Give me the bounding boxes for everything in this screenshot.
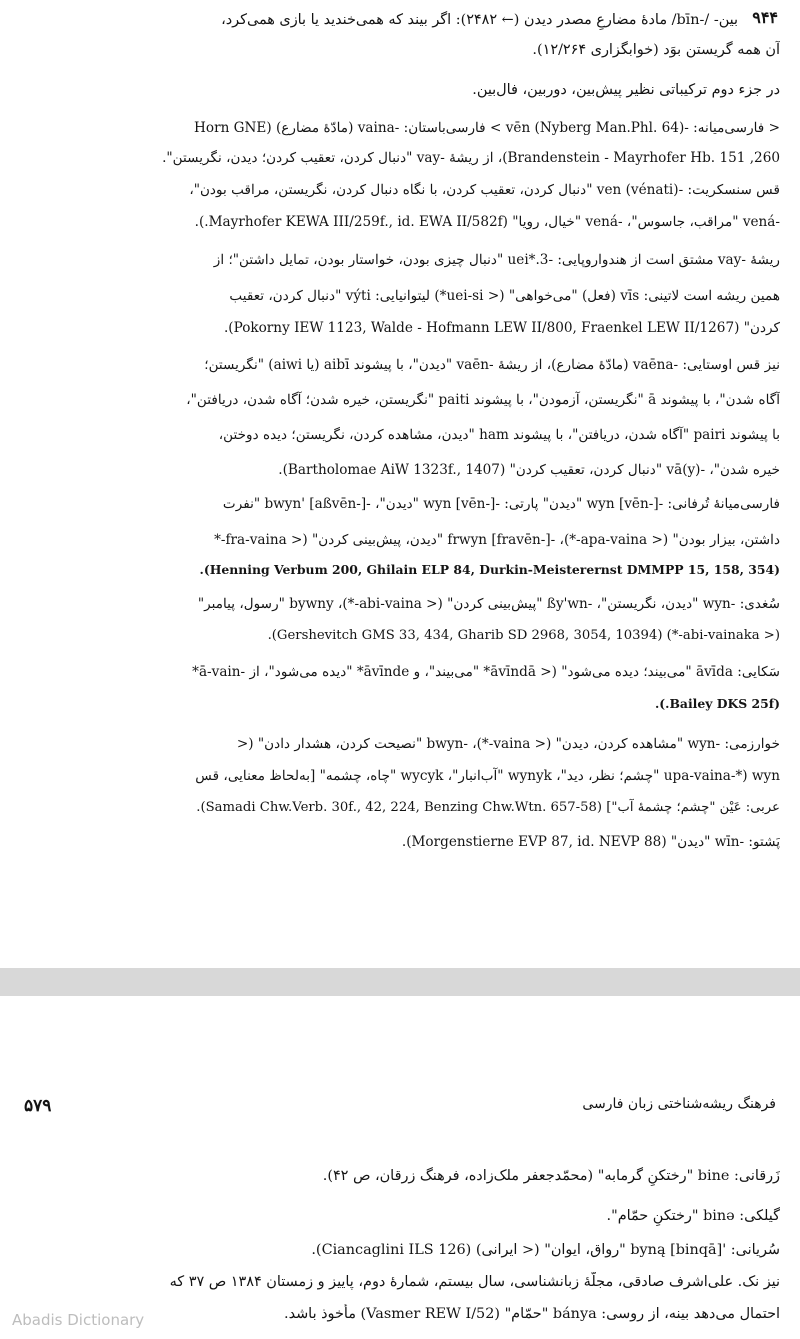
bottom-line-2: گیلکی: binə "رختکنِ حمّام". (606, 1208, 780, 1224)
bottom-line-1: زَرقانی: bine "رختکنِ گرمابه" (محمّدجعفر ملک‌زاده، فرهنگ زرقان، ص ۴۲). (322, 1168, 780, 1184)
entry-line-2: آن همه گریستن بوَد (خوابگزاری ۱۲/۲۶۴). (532, 42, 780, 58)
entry-line-11: نیز قس اوستایی: -vaēna (مادّهٔ مضارع)، از ریشهٔ -vaēn "دیدن"، با پیشوند aibī (یا aiwi) "نگریستن؛ (204, 357, 780, 373)
entry-line-25: پَشتو: -wīn "دیدن" (Morgenstierne EVP 87, id. NEVP 88). (401, 834, 780, 850)
entry-line-5: Brandenstein - Mayrhofer Hb. 151 ,260)، از ریشهٔ -vay "دنبال کردن، تعقیب کردن؛ دیدن، نگریستن". (162, 150, 780, 166)
entry-line-19: (< abi-vainaka-*) (Gershevitch GMS 33, 434, Gharib SD 2968, 3054, 10394). (267, 628, 780, 643)
entry-line-14: خیره شدن"، -vā(y) "دنبال کردن، تعقیب کردن" (Bartholomae AiW 1323f., 1407). (278, 462, 780, 478)
entry-line-17: (Henning Verbum 200, Ghilain ELP 84, Durkin-Meisterernst DMMPP 15, 158, 354). (199, 562, 780, 577)
entry-line-13: با پیشوند pairi "آگاه شدن، دریافتن"، با پیشوند ham "دیدن، مشاهده کردن، نگریستن؛ دیده دوختن، (218, 427, 780, 443)
entry-line-12: آگاه شدن"، با پیشوند ā "نگریستن، آزمودن"، با پیشوند paiti "نگریستن، خیره شدن؛ آگاه شدن، دریافتن"، (186, 392, 780, 408)
running-title: فرهنگ ریشه‌شناختی زبان فارسی (582, 1096, 776, 1112)
page-divider (0, 968, 800, 996)
entry-line-24: عربی: عَیْن "چشم؛ چشمهٔ آب"] (Samadi Chw.Verb. 30f., 42, 224, Benzing Chw.Wtn. 657-58). (196, 800, 780, 815)
entry-line-15: فارسی‌میانهٔ تُرفانی: -wyn [vēn-] "دیدن" پارتی: -wyn [vēn-] "دیدن"، -bwyn' [aßvēn-] "نفرت (222, 496, 780, 512)
entry-line-6: قس سنسکریت: -ven (vénati) "دنبال کردن، تعقیب کردن، با نگاه دنبال کردن، نگریستن، مراقب بودن"، (189, 182, 780, 198)
entry-line-3: در جزء دوم ترکیباتی نظیر پیش‌بین، دوربین، فال‌بین. (472, 82, 780, 98)
bottom-line-3: سُریانی: 'byną [binqā] "رواق، ایوان" (< ایرانی) (Ciancaglini ILS 126). (311, 1242, 780, 1258)
dictionary-page-bottom (0, 996, 800, 1339)
entry-line-7: -vená "مراقب، جاسوس"، -vená "خیال، رویا" (Mayrhofer KEWA III/259f., id. EWA II/582f.). (194, 214, 780, 230)
bottom-line-5: احتمال می‌دهد بینه، از روسی: bánya "حمّام" (Vasmer REW I/52) مأخوذ باشد. (284, 1306, 780, 1322)
entry-line-9: همین ریشه است لاتینی: vīs (فعل) "می‌خواهی" (< uei-si*) لیتوانیایی: výti "دنبال کردن، تعقیب (229, 288, 780, 304)
page-number-bottom: ۵۷۹ (24, 1096, 52, 1116)
entry-line-8: ریشهٔ -vay مشتق است از هندواروپایی: -uei*.3 "دنبال چیزی بودن، خواستار بودن، تمایل داشتن"؛ از (213, 252, 780, 268)
entry-line-10: کردن" (Pokorny IEW 1123, Walde - Hofmann LEW II/800, Fraenkel LEW II/1267). (223, 320, 780, 336)
entry-line-1: بین- /-bīn/ مادهٔ مضارعِ مصدر دیدن (← ۲۴۸۲): اگر بیند که همی‌خندید یا بازی همی‌کرد، (221, 12, 738, 28)
entry-line-21: (Bailey DKS 25f.). (654, 696, 780, 711)
page-number-top: ۹۴۴ (752, 8, 778, 27)
entry-line-20: سَکایی: āvīda "می‌بیند؛ دیده می‌شود" (< āvīndā* "می‌بیند"، و āvīnde* "دیده می‌شود"، از -ā-vain* (192, 664, 780, 680)
entry-line-23: upa-vaina-*) wyn "چشم؛ نظر، دید"، wynyk "آب‌انبار"، wycyk "چاه، چشمه" [به‌لحاظ معنایی، قس (195, 768, 780, 784)
watermark-text: Abadis Dictionary (12, 1311, 145, 1329)
entry-line-16: داشتن، بیزار بودن" (< apa-vaina-*)، -frwyn [fravēn-] "دیدن، پیش‌بینی کردن" (< fra-vaina-* (214, 532, 780, 548)
entry-line-22: خوارزمی: -wyn "مشاهده کردن، دیدن" (< vaina-*)، -bwyn "نصیحت کردن، هشدار دادن" (< (236, 736, 780, 752)
bottom-line-4: نیز نک. علی‌اشرف صادقی، مجلّهٔ زبانشناسی، سال بیستم، شمارهٔ دوم، پاییز و زمستان ۱۳۸۴ ص ۳۷ که (169, 1274, 780, 1290)
entry-line-4: < فارسی‌میانه: -vēn (Nyberg Man.Phl. 64) > فارسی‌باستان: -vaina (مادّهٔ مضارع) (Horn GNE (194, 120, 780, 136)
entry-line-18: سُغدی: -wyn "دیدن، نگریستن"، -ßy'wn "پیش‌بینی کردن" (< abi-vaina-*)، bywny "رسول، پیامبر" (197, 596, 780, 612)
